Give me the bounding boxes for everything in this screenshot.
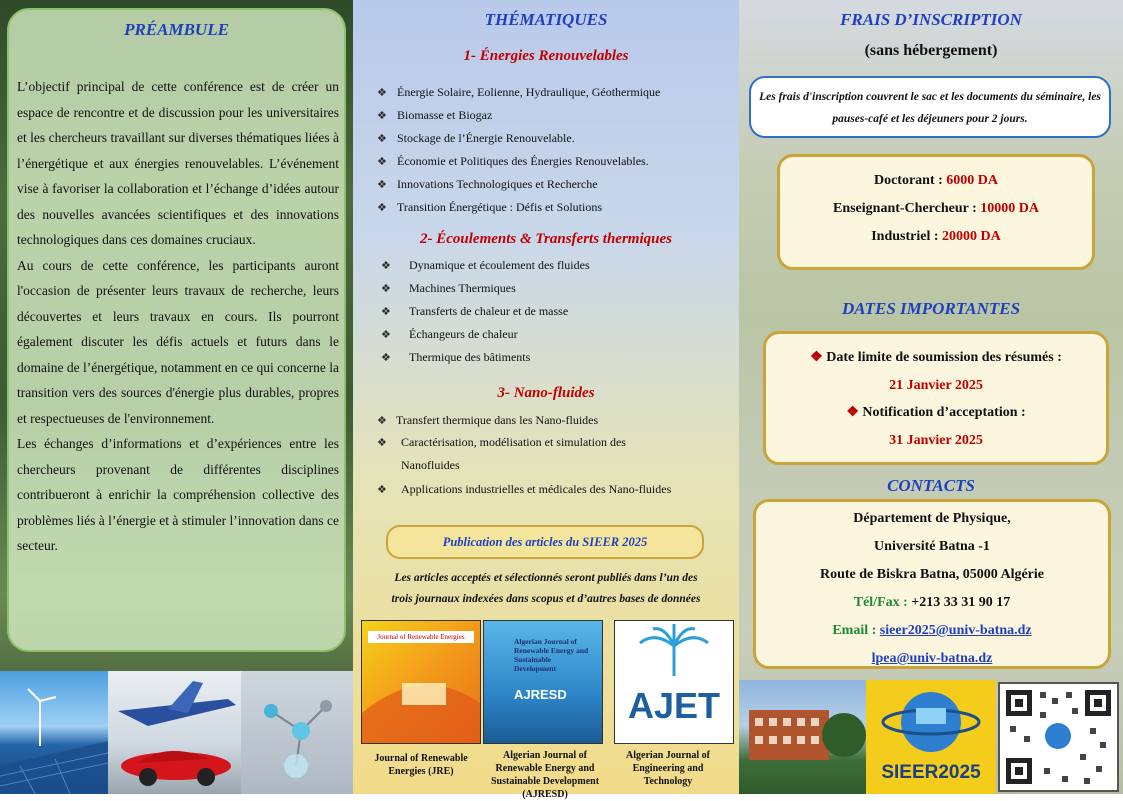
diamond-bullet-icon: ❖ [377, 484, 387, 496]
section-heading: 2- Écoulements & Transferts thermiques [420, 231, 672, 247]
thematiques-title: THÉMATIQUES [484, 10, 608, 29]
preambule-paragraph: Les échanges d’informations et d’expériences entre les chercheurs provenant de différentes disciplines contribueront à enrichir la compréhension collective des problèmes liés à l’énergie et à stimuler l’innovation dans ce secteur. [17, 436, 339, 553]
diamond-bullet-icon: ❖ [377, 179, 387, 191]
fee-row: Industriel : 20000 DA [871, 229, 1001, 244]
list-item-continuation: Nanofluides [401, 458, 460, 472]
frais-subtitle: (sans hébergement) [864, 42, 998, 59]
preambule-paragraph: Au cours de cette conférence, les participants auront l'occasion de présenter leurs travaux de recherche, leurs découvertes et leurs travaux en cours. Ils pourront également discuter les défis actuels et futurs dans le domaine de l’énergétique, notamment en ce qui concerne la transition vers des sources d'énergie plus durables, propres et respectueuses de l'environnement. [17, 257, 339, 426]
preambule-panel [0, 0, 353, 794]
email-link[interactable]: lpea@univ-batna.dz [871, 651, 993, 666]
list-item: ❖ Transfert thermique dans les Nano-fluides [377, 413, 599, 427]
publication-text: Les articles acceptés et sélectionnés seront publiés dans l’un des trois journaux indexées dans scopus et d’autres bases de données [391, 572, 701, 605]
preambule-paragraph: L’objectif principal de cette conférence est de créer un espace de rencontre et de discussion pour les universitaires et les chercheurs travaillant sur diverses thématiques liées à l’énergétique et aux énergies renouvelables. L’événement vise à favoriser la collaboration et l’échange d’idées autour des nouvelles avancées scientifiques et des innovations technologiques dans ces domaines cruciaux. [17, 79, 339, 247]
qr-code-icon[interactable] [998, 682, 1119, 792]
preambule-box [7, 8, 346, 652]
list-item: ❖ Biomasse et Biogaz [377, 108, 493, 122]
ajet-caption: Algerian Journal of Engineering and Technology [626, 750, 710, 787]
diamond-bullet-icon: ❖ [381, 260, 391, 272]
date-label: ❖ Notification d’acceptation : [846, 405, 1026, 420]
contact-email [756, 645, 1108, 673]
contact-email: Email : sieer2025@univ-batna.dz [832, 623, 1032, 638]
diamond-bullet-icon: ❖ [377, 437, 387, 449]
sieer-logo-image [866, 680, 996, 794]
date-value: 21 Janvier 2025 [889, 377, 983, 393]
wind-turbines-image [0, 671, 108, 794]
list-item: ❖ Économie et Politiques des Énergies Renouvelables. [377, 154, 649, 168]
contact-line: Route de Biskra Batna, 05000 Algérie [820, 567, 1044, 582]
jet-car-image [108, 671, 241, 794]
jre-caption: Journal of Renewable Energies (JRE) [374, 753, 468, 777]
list-item: ❖ Machines Thermiques [381, 281, 516, 295]
frais-title: FRAIS D’INSCRIPTION [840, 10, 1022, 29]
list-item: ❖ Stockage de l’Énergie Renouvelable. [377, 131, 575, 145]
list-item: ❖ Transferts de chaleur et de masse [381, 304, 569, 318]
jre-journal-cover [361, 620, 481, 744]
fee-row: Enseignant-Chercheur : 10000 DA [832, 201, 1039, 216]
diamond-bullet-icon: ❖ [381, 283, 391, 295]
diamond-bullet-icon: ❖ [381, 329, 391, 341]
diamond-bullet-icon: ❖ [846, 405, 863, 420]
email-link[interactable]: sieer2025@univ-batna.dz [879, 623, 1032, 638]
contacts-title: CONTACTS [887, 476, 975, 495]
list-item: ❖ Transition Énergétique : Défis et Solutions [377, 200, 602, 214]
ajresd-cover-abbr: AJRESD [514, 687, 567, 702]
list-item: ❖ Dynamique et écoulement des fluides [381, 258, 590, 272]
sieer-logo-text: SIEER2025 [881, 762, 981, 783]
diamond-bullet-icon: ❖ [377, 133, 387, 145]
ajresd-journal-cover [483, 620, 603, 744]
diamond-bullet-icon: ❖ [381, 306, 391, 318]
list-item: ❖ Échangeurs de chaleur [381, 327, 518, 341]
diamond-bullet-icon: ❖ [377, 202, 387, 214]
list-item: ❖ Innovations Technologiques et Recherche [377, 177, 598, 191]
preambule-text [17, 74, 339, 559]
list-item: ❖ Énergie Solaire, Eolienne, Hydraulique, Géothermique [377, 85, 661, 99]
ajet-journal-cover [614, 620, 734, 744]
section-heading: 1- Énergies Renouvelables [463, 48, 629, 64]
diamond-bullet-icon: ❖ [377, 415, 387, 427]
list-item: ❖ Caractérisation, modélisation et simulation des [377, 435, 626, 449]
diamond-bullet-icon: ❖ [810, 350, 827, 365]
jre-cover-graphic [362, 643, 480, 743]
ajet-cover-abbr: AJET [627, 685, 721, 726]
university-building-image [739, 680, 866, 794]
list-item: ❖ Thermique des bâtiments [381, 350, 531, 364]
contact-tel: Tél/Fax : +213 33 31 90 17 [853, 595, 1011, 610]
contact-line: Département de Physique, [853, 511, 1011, 526]
diamond-bullet-icon: ❖ [377, 87, 387, 99]
contacts-box [753, 499, 1111, 669]
dates-title: DATES IMPORTANTES [841, 299, 1021, 318]
date-label: ❖ Date limite de soumission des résumés : [810, 350, 1062, 365]
fees-box [777, 154, 1095, 270]
date-value: 31 Janvier 2025 [889, 432, 983, 448]
nanofluid-molecule-image [241, 671, 353, 794]
ajresd-caption: Algerian Journal of Renewable Energy and Sustainable Development (AJRESD) [490, 750, 600, 800]
diamond-bullet-icon: ❖ [377, 156, 387, 168]
diamond-bullet-icon: ❖ [377, 110, 387, 122]
preambule-title: PRÉAMBULE [124, 20, 229, 39]
info-panel [739, 0, 1123, 794]
list-item: ❖ Applications industrielles et médicales des Nano-fluides [377, 482, 672, 496]
dates-box [763, 331, 1109, 465]
ajresd-cover-title: Algerian Journal of Renewable Energy and Sustainable Development [514, 637, 589, 673]
contact-line: Université Batna -1 [874, 539, 990, 554]
fee-row: Doctorant : 6000 DA [873, 173, 999, 188]
publication-banner: Publication des articles du SIEER 2025 [386, 525, 704, 559]
thematiques-panel [353, 0, 739, 800]
diamond-bullet-icon: ❖ [381, 352, 391, 364]
palm-logo-icon [615, 621, 733, 681]
frais-note: Les frais d'inscription couvrent le sac et les documents du séminaire, les pauses-café et les déjeuners pour 2 jours. [749, 76, 1111, 138]
section-heading: 3- Nano-fluides [497, 385, 595, 401]
jre-cover-title: Journal of Renewable Energies [368, 631, 474, 643]
